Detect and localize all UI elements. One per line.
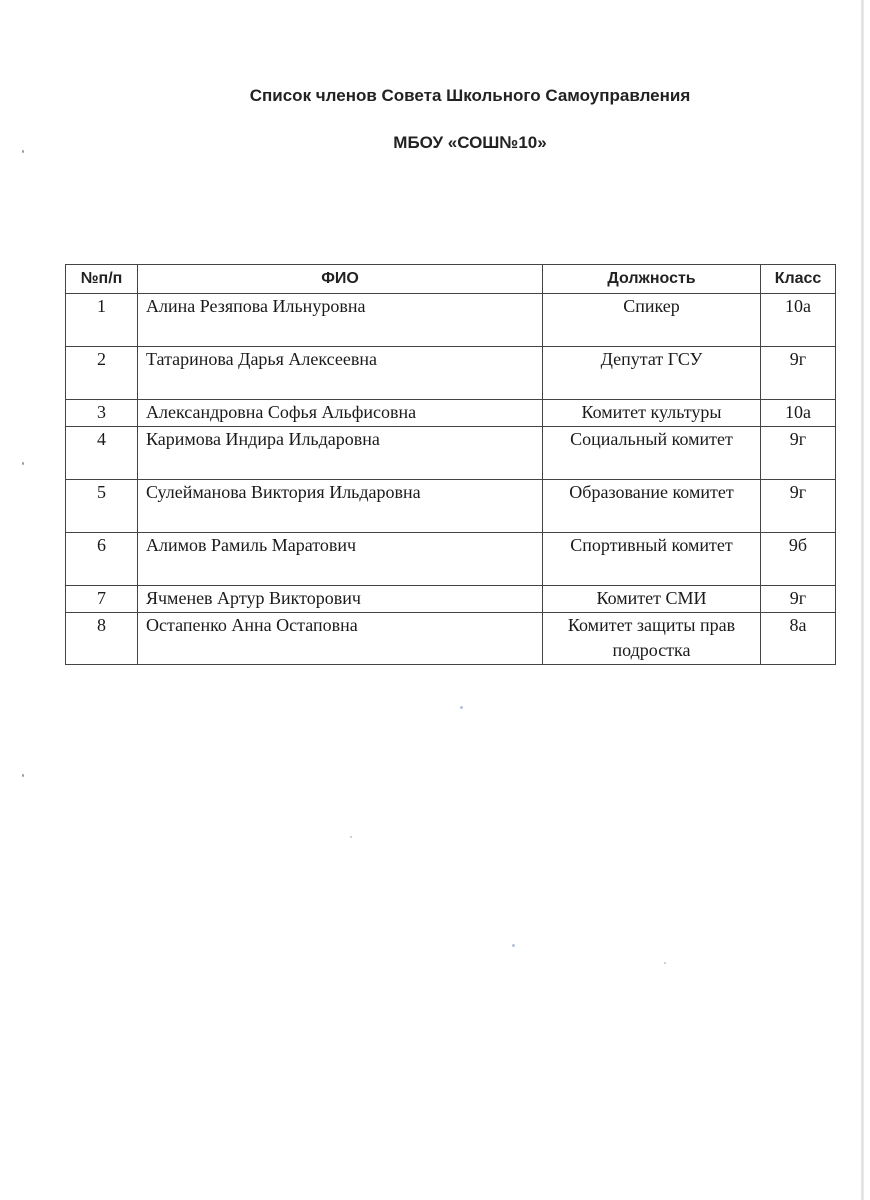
members-table bbox=[65, 264, 836, 665]
row-name: Александровна Софья Альфисовна bbox=[138, 400, 543, 427]
row-num: 8 bbox=[66, 613, 138, 665]
row-num: 5 bbox=[66, 480, 138, 533]
row-class: 9г bbox=[761, 480, 836, 533]
row-position: Спикер bbox=[543, 294, 761, 347]
header-num: №п/п bbox=[66, 265, 138, 294]
school-name: МБОУ «СОШ№10» bbox=[393, 133, 547, 152]
scan-speck bbox=[512, 944, 515, 947]
row-position: Депутат ГСУ bbox=[543, 347, 761, 400]
row-position: Образование комитет bbox=[543, 480, 761, 533]
row-position: Спортивный комитет bbox=[543, 533, 761, 586]
row-name: Остапенко Анна Остаповна bbox=[138, 613, 543, 665]
row-name: Алимов Рамиль Маратович bbox=[138, 533, 543, 586]
row-class: 10а bbox=[761, 400, 836, 427]
row-num: 6 bbox=[66, 533, 138, 586]
row-num: 3 bbox=[66, 400, 138, 427]
row-name: Алина Резяпова Ильнуровна bbox=[138, 294, 543, 347]
scan-speck bbox=[350, 836, 352, 838]
row-num: 4 bbox=[66, 427, 138, 480]
scan-speck bbox=[22, 462, 24, 465]
scan-speck bbox=[460, 706, 463, 709]
scan-edge-shadow bbox=[861, 0, 864, 1200]
row-num: 1 bbox=[66, 294, 138, 347]
row-num: 7 bbox=[66, 586, 138, 613]
row-position: Социальный комитет bbox=[543, 427, 761, 480]
row-name: Татаринова Дарья Алексеевна bbox=[138, 347, 543, 400]
row-name: Ячменев Артур Викторович bbox=[138, 586, 543, 613]
table-row bbox=[66, 613, 836, 665]
table-row bbox=[66, 427, 836, 480]
row-position: Комитет культуры bbox=[543, 400, 761, 427]
row-position: Комитет защиты прав подростка bbox=[543, 613, 761, 665]
table-row bbox=[66, 347, 836, 400]
table-row bbox=[66, 480, 836, 533]
scan-speck bbox=[22, 774, 24, 777]
document-title: Список членов Совета Школьного Самоуправления bbox=[249, 86, 691, 105]
header-name: ФИО bbox=[138, 265, 543, 294]
scan-speck bbox=[22, 150, 24, 153]
row-class: 9б bbox=[761, 533, 836, 586]
row-num: 2 bbox=[66, 347, 138, 400]
table-header-row bbox=[66, 265, 836, 294]
row-class: 9г bbox=[761, 427, 836, 480]
table-row bbox=[66, 533, 836, 586]
row-name: Сулейманова Виктория Ильдаровна bbox=[138, 480, 543, 533]
row-class: 9г bbox=[761, 586, 836, 613]
row-class: 9г bbox=[761, 347, 836, 400]
row-class: 8а bbox=[761, 613, 836, 665]
scan-speck bbox=[664, 962, 666, 964]
table-row bbox=[66, 586, 836, 613]
row-name: Каримова Индира Ильдаровна bbox=[138, 427, 543, 480]
table-row bbox=[66, 400, 836, 427]
header-position: Должность bbox=[543, 265, 761, 294]
header-class: Класс bbox=[761, 265, 836, 294]
table-row bbox=[66, 294, 836, 347]
row-position: Комитет СМИ bbox=[543, 586, 761, 613]
row-class: 10а bbox=[761, 294, 836, 347]
